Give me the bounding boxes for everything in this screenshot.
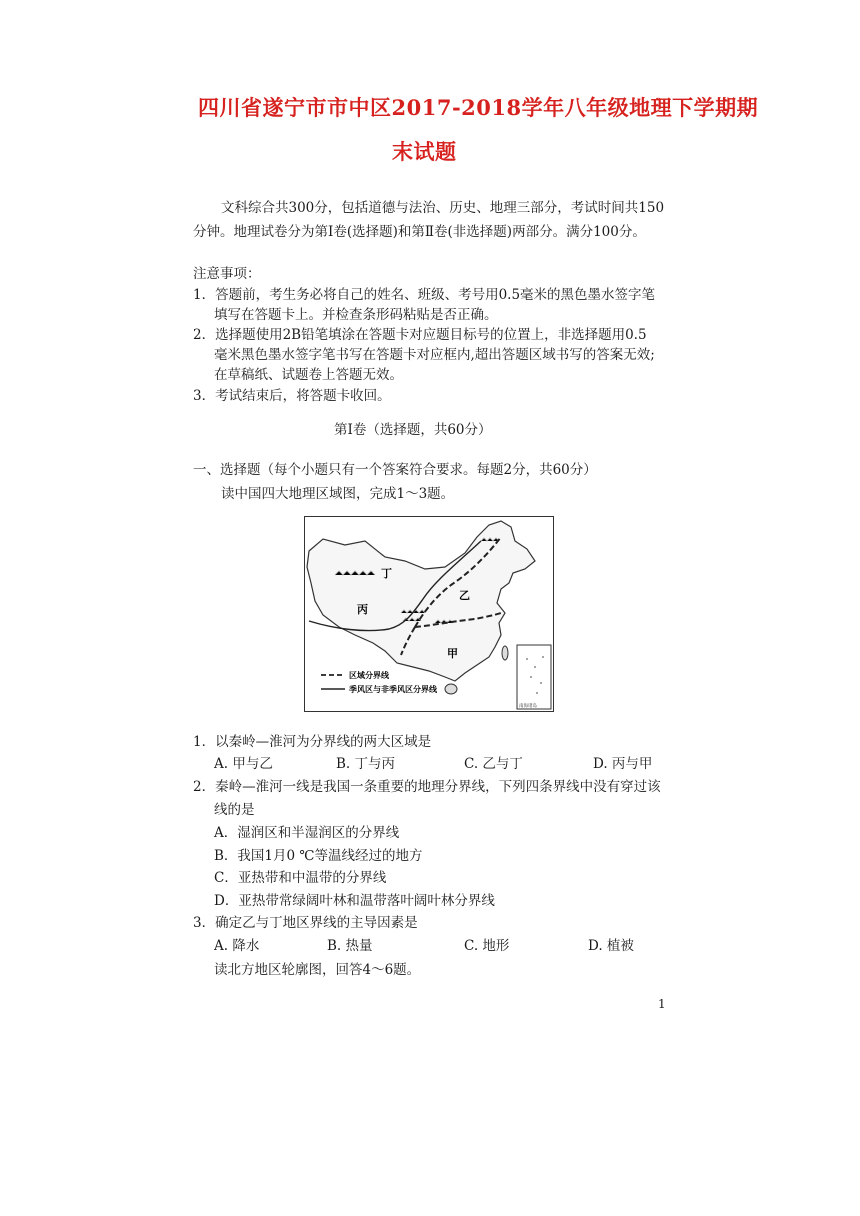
q3-option-d: D. 植被 [588, 938, 634, 954]
page-number: 1 [658, 997, 666, 1011]
q3-option-a: A. 降水 [214, 938, 260, 954]
q1-option-c: C. 乙与丁 [464, 756, 523, 772]
region-label-jia: 甲 [447, 647, 458, 660]
notes-item-3: 3．考试结束后，将答题卡收回。 [193, 388, 391, 404]
intro-line-2: 分钟。地理试卷分为第Ⅰ卷(选择题)和第Ⅱ卷(非选择题)两部分。满分100分。 [193, 224, 646, 240]
next-map-intro: 读北方地区轮廓图，回答4～6题。 [214, 962, 421, 978]
q3-stem: 3．确定乙与丁地区界线的主导因素是 [193, 915, 418, 931]
q3-option-c: C. 地形 [464, 938, 510, 954]
q2-option-b: B．我国1月0 ℃等温线经过的地方 [214, 848, 423, 864]
south-china-sea-inset [517, 645, 551, 709]
legend-dashed-label: 区域分界线 [349, 671, 389, 680]
notes-item-1-line-2: 填写在答题卡上。并检查条形码粘贴是否正确。 [214, 307, 498, 323]
q2-stem-line-2: 线的是 [214, 802, 255, 818]
q3-option-b: B. 热量 [327, 938, 373, 954]
section-1-heading: 第Ⅰ卷（选择题，共60分） [334, 422, 492, 438]
inset-caption: 南海诸岛 [519, 704, 537, 709]
q2-option-d: D．亚热带常绿阔叶林和温带落叶阔叶林分界线 [214, 893, 495, 909]
part-1-heading: 一、选择题（每个小题只有一个答案符合要求。每题2分，共60分） [193, 462, 597, 478]
taiwan-island [502, 646, 508, 660]
notes-heading: 注意事项： [193, 266, 261, 282]
q1-option-d: D. 丙与甲 [593, 756, 653, 772]
q2-stem-line-1: 2．秦岭—淮河一线是我国一条重要的地理分界线，下列四条界线中没有穿过该 [193, 779, 661, 795]
china-map-svg [305, 517, 553, 711]
q1-option-a: A. 甲与乙 [214, 756, 273, 772]
q2-option-a: A．湿润区和半湿润区的分界线 [214, 825, 400, 841]
intro-line-1: 文科综合共300分，包括道德与法治、历史、地理三部分，考试时间共150 [221, 200, 665, 216]
region-label-ding: 丁 [381, 567, 392, 580]
notes-item-2-line-3: 在草稿纸、试题卷上答题无效。 [214, 367, 403, 383]
china-regions-map [304, 516, 554, 712]
document-title-line-2: 末试题 [392, 139, 457, 164]
notes-item-2-line-2: 毫米黑色墨水签字笔书写在答题卡对应框内,超出答题区域书写的答案无效; [214, 347, 655, 363]
notes-item-1-line-1: 1．答题前，考生务必将自己的姓名、班级、考号用0.5毫米的黑色墨水签字笔 [193, 287, 656, 303]
region-label-yi: 乙 [459, 589, 470, 602]
region-label-bing: 丙 [357, 603, 368, 616]
legend-solid-label: 季风区与非季风区分界线 [349, 685, 437, 694]
document-title-line-1: 四川省遂宁市市中区2017-2018学年八年级地理下学期期 [198, 95, 759, 120]
map-intro: 读中国四大地理区域图，完成1～3题。 [221, 486, 455, 502]
q1-stem: 1．以秦岭—淮河为分界线的两大区域是 [193, 734, 432, 750]
q2-option-c: C．亚热带和中温带的分界线 [214, 870, 387, 886]
q1-option-b: B. 丁与丙 [336, 756, 396, 772]
notes-item-2-line-1: 2．选择题使用2B铅笔填涂在答题卡对应题目标号的位置上，非选择题用0.5 [193, 327, 647, 343]
hainan-island [445, 684, 457, 694]
